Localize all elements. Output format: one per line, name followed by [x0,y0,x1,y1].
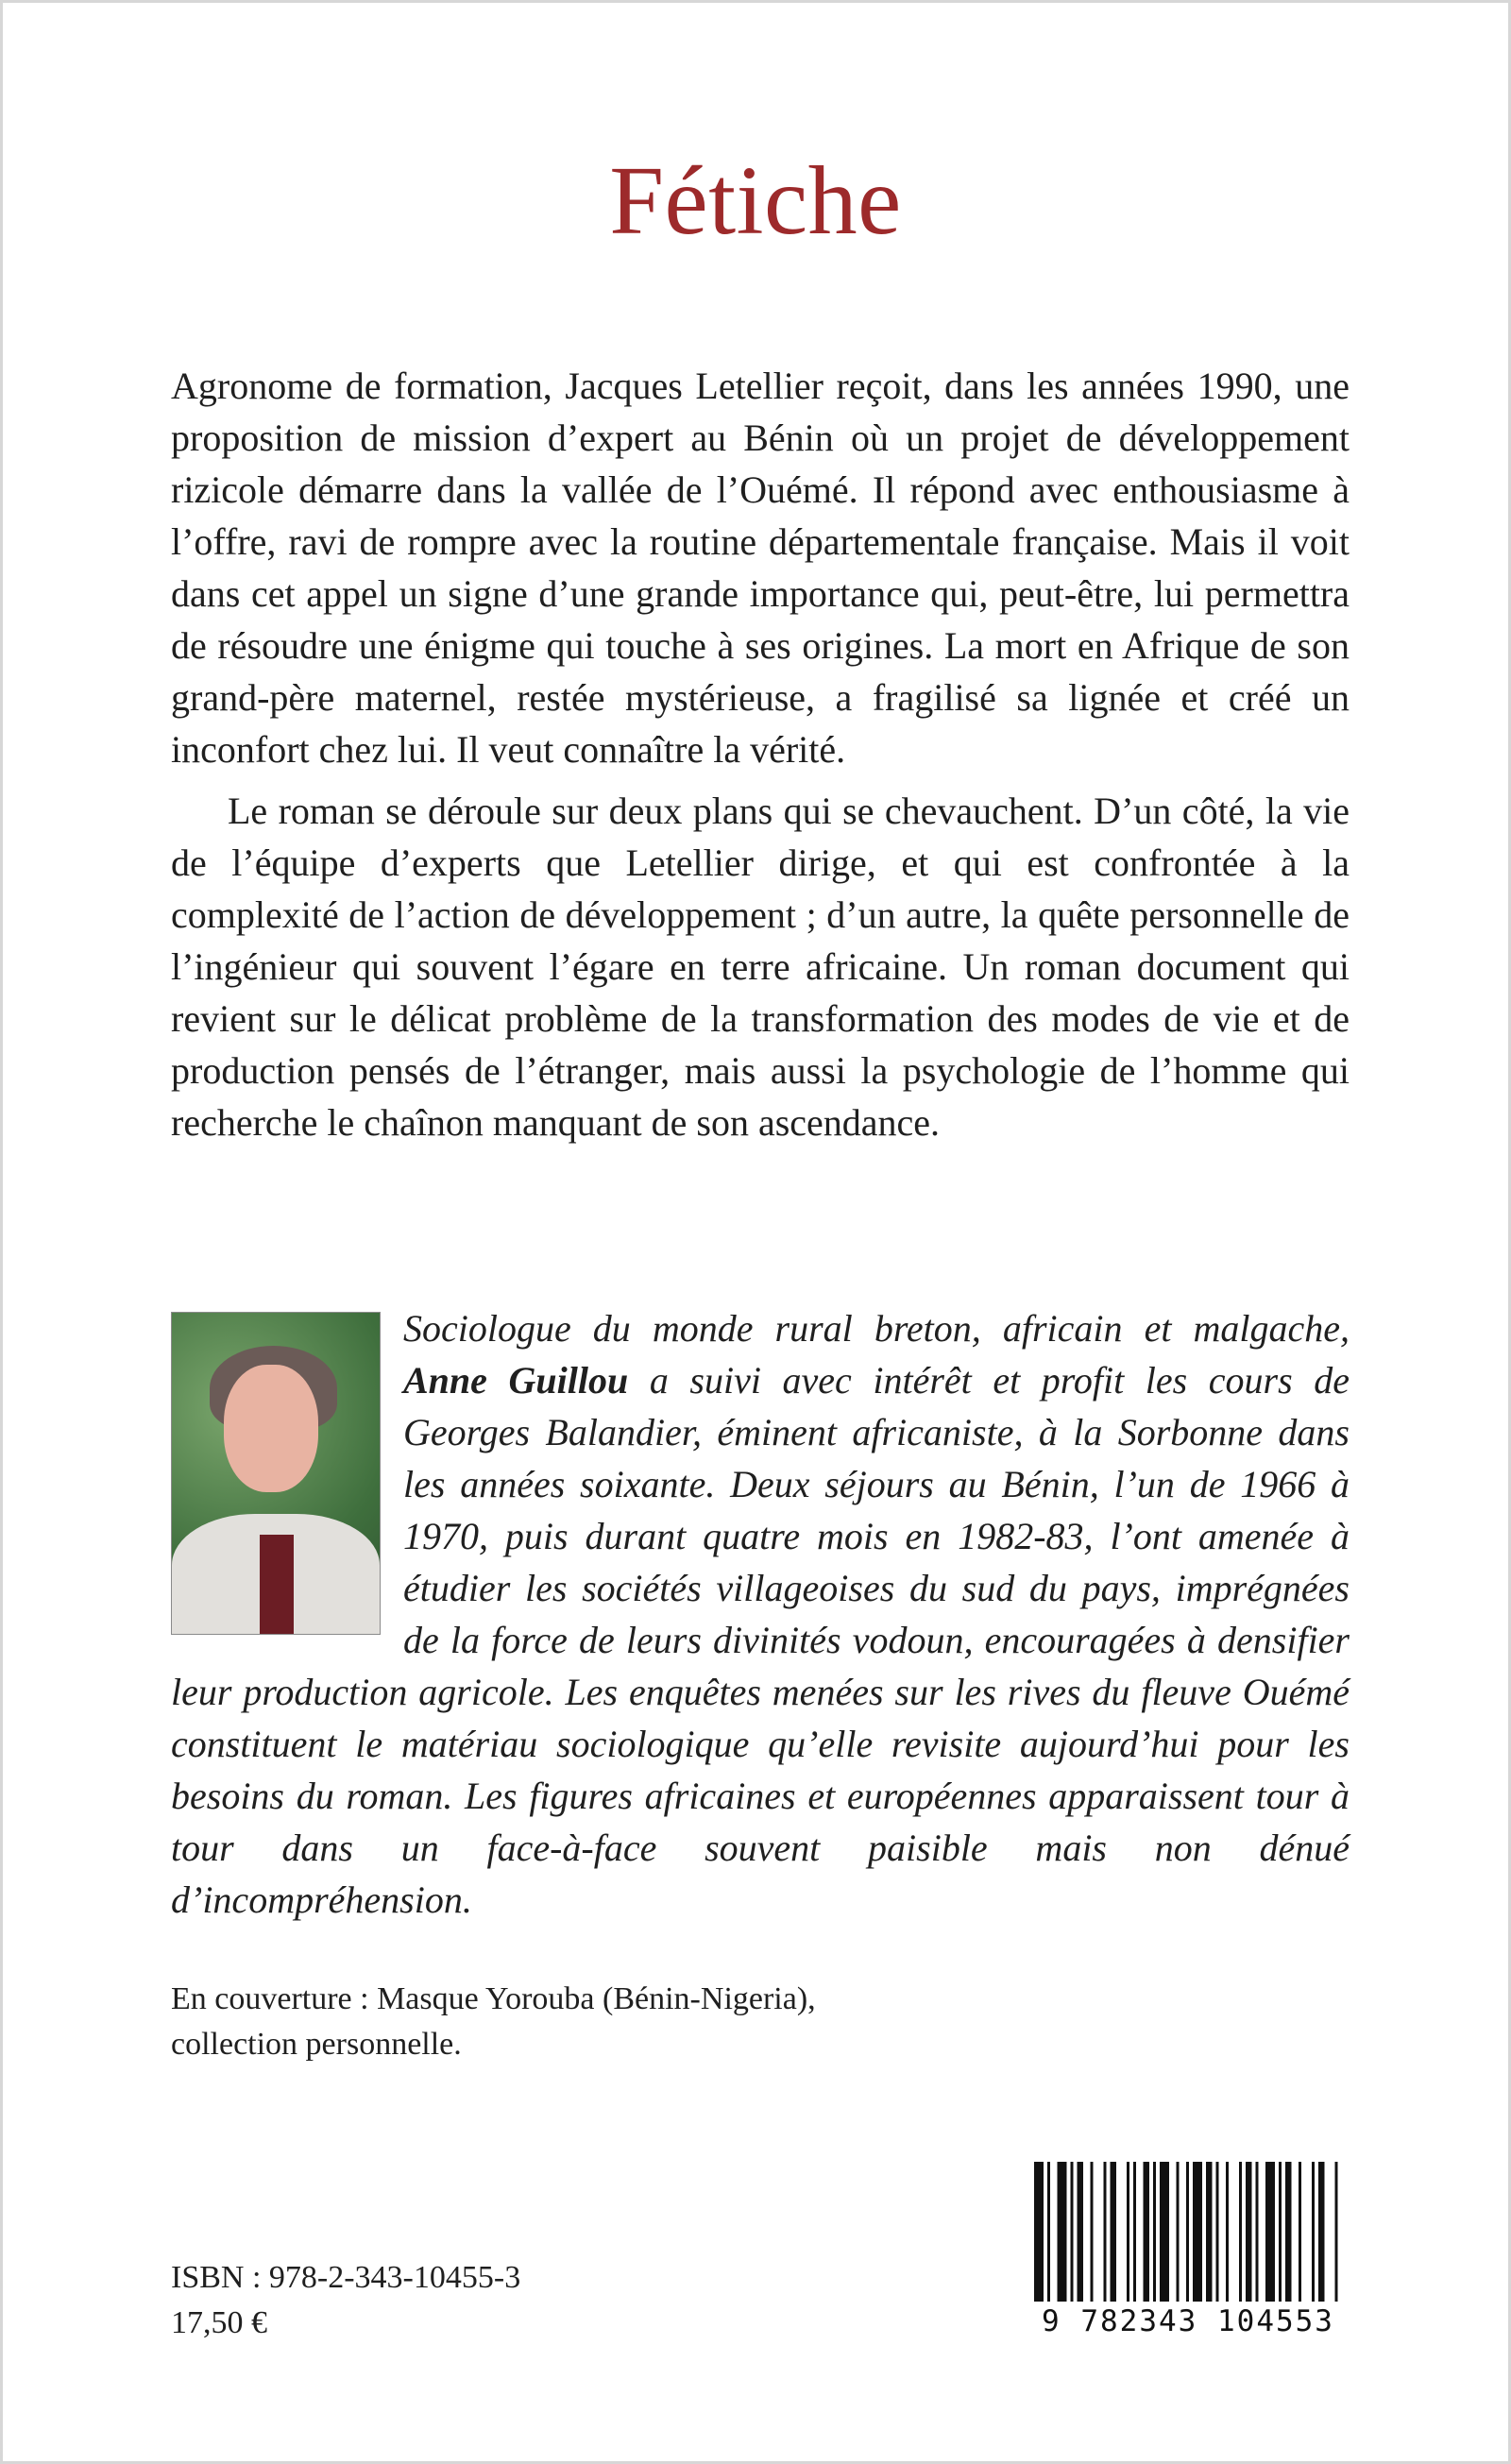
barcode-bar [1312,2162,1315,2302]
author-bio [171,1302,1350,1926]
cover-credit-line-2: collection personnelle. [171,2027,462,2062]
barcode-bar [1127,2162,1129,2302]
isbn-price [171,2255,520,2346]
synopsis-paragraph-2: Le roman se déroule sur deux plans qui se chevauchent. D’un côté, la vie de l’équipe d’experts que Letellier dirige, et qui est confrontée à la complexité de l’action de développement ; d’un autre, la quête personnelle de l’ingénieur qui souvent l’égare en terre africaine. Un roman document qui revient sur le délicat problème de la transformation des modes de vie et de production pensés de l’étranger, mais aussi la psychologie de l’homme qui recherche le chaînon manquant de son ascendance. [171,790,1350,1144]
author-bio-text: a suivi avec intérêt et profit les cours de Georges Balandier, éminent africaniste, à la Sorbonne dans les années soixante. Deux séjours au Bénin, l’un de 1966 à 1970, puis durant quatre mois en 1982-83, l’ont amenée à étudier les sociétés villageoises du sud du pays, imprégnées de la force de leurs divinités vodoun, encouragées à densifier leur production agricole. Les enquêtes menées sur les rives du fleuve Ouémé constituent le matériau sociologique qu’elle revisite aujourd’hui pour les besoins du roman. Les figures africaines et européennes apparaissent tour à tour dans un face-à-face souvent paisible mais non dénué d’incompréhension. [171,1359,1350,1921]
barcode-bar [1071,2162,1074,2302]
barcode-bar [1111,2162,1117,2302]
barcode-bar [1193,2162,1202,2302]
barcode-bar [1285,2162,1292,2302]
author-intro: Sociologue du monde rural breton, africain et malgache, [403,1307,1350,1350]
barcode-bar [1206,2162,1213,2302]
author-name: Anne Guillou [403,1359,629,1402]
synopsis [171,360,1350,1148]
barcode-bar [1226,2162,1229,2302]
barcode-bar [1091,2162,1094,2302]
barcode-bar [1239,2162,1242,2302]
barcode-bar [1186,2162,1189,2302]
barcode-bar [1133,2162,1136,2302]
barcode-bar [1299,2162,1301,2302]
barcode-bar [1279,2162,1282,2302]
barcode-digits: 9 782343 104553 [1025,2302,1351,2341]
barcode-bar [1265,2162,1275,2302]
barcode-bar [1216,2162,1219,2302]
barcode-bar [1177,2162,1180,2302]
barcode-bar [1078,2162,1084,2302]
barcode-bar [1058,2162,1067,2302]
barcode-bar [1335,2162,1338,2302]
barcode-bar [1144,2162,1150,2302]
barcode-bar [1318,2162,1325,2302]
synopsis-paragraph-1: Agronome de formation, Jacques Letellier reçoit, dans les années 1990, une proposition de mission d’expert au Bénin où un projet de développement rizicole démarre dans la vallée de l’Ouémé. Il répond avec enthousiasme à l’offre, ravi de rompre avec la routine départementale française. Mais il voit dans cet appel un signe d’une grande importance qui, peut-être, lui permettra de résoudre une énigme qui touche à ses origines. La mort en Afrique de son grand-père maternel, restée mystérieuse, a fragilisé sa lignée et créé un inconfort chez lui. Il veut connaître la vérité. [171,365,1350,771]
barcode [1025,2162,1351,2341]
isbn: ISBN : 978-2-343-10455-3 [171,2260,521,2295]
cover-credit-line-1: En couverture : Masque Yorouba (Bénin-Nigeria), [171,1981,816,2016]
cover-credit [171,1977,816,2067]
barcode-bar [1104,2162,1107,2302]
barcode-bar [1153,2162,1156,2302]
price: 17,50 € [171,2305,267,2340]
barcode-bar [1160,2162,1169,2302]
barcode-bar [1256,2162,1259,2302]
book-title: Fétiche [609,146,902,255]
author-photo [171,1312,381,1635]
barcode-bar [1246,2162,1252,2302]
